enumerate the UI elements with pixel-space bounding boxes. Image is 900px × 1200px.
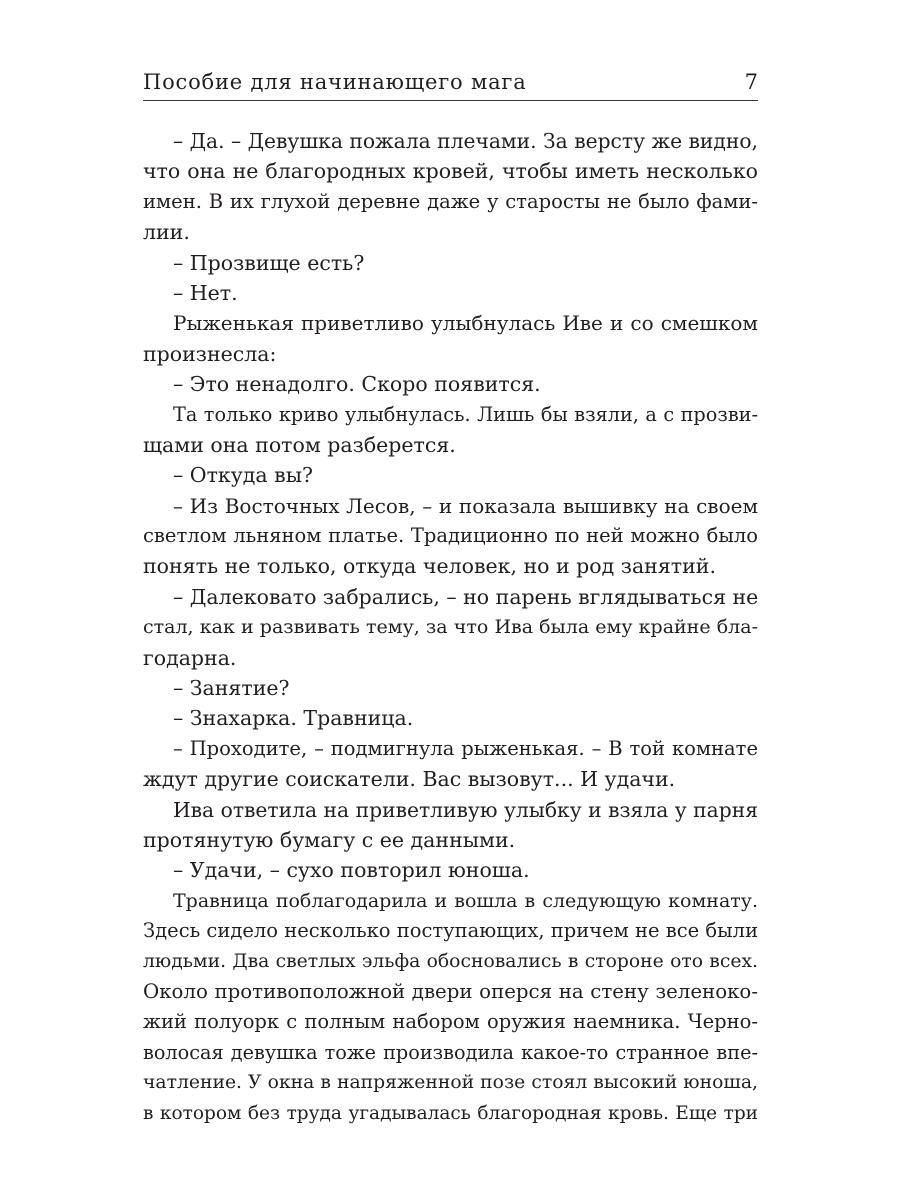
text-line: ждут другие соискатели. Вас вызовут... И удачи. (143, 767, 676, 792)
text-line: – Удачи, – сухо повторил юноша. (173, 858, 530, 883)
text-line: – Откуда вы? (173, 463, 313, 488)
text-line: – Да. – Девушка пожала плечами. За версту же видно, (173, 129, 758, 153)
text-line: имен. В их глухой деревне даже у старосты не было фами- (143, 189, 758, 213)
text-line: Травница поблагодарила и вошла в следующую комнату. (173, 889, 758, 912)
text-line: лии. (143, 220, 190, 245)
text-line: что она не благородных кровей, чтобы иметь несколько (143, 159, 758, 184)
text-line: – Занятие? (173, 676, 290, 701)
text-line: – Это ненадолго. Скоро появится. (173, 372, 541, 397)
text-line: – Нет. (173, 280, 238, 305)
text-line: – Знахарка. Травница. (173, 706, 414, 731)
page-number: 7 (744, 70, 758, 94)
text-line: жий полуорк с полным набором оружия наемника. Черно- (143, 1010, 758, 1034)
text-line: Рыженькая приветливо улыбнулась Иве и со смешком (173, 311, 758, 336)
text-line: Ива ответила на приветливую улыбку и взяла у парня (173, 797, 758, 822)
running-title: Пособие для начинающего мага (143, 70, 527, 94)
text-line: произнесла: (143, 341, 277, 366)
text-line: в котором без труда угадывалась благородная кровь. Еще три (143, 1102, 758, 1124)
text-line: понять не только, откуда человек, но и род занятий. (143, 554, 716, 579)
text-line: – Прозвище есть? (173, 250, 365, 275)
text-line: людьми. Два светлых эльфа обосновались в стороне ото всех. (143, 950, 758, 972)
text-line: чатление. У окна в напряженной позе стоял высокий юноша, (143, 1072, 758, 1094)
text-line: Около противоположной двери оперся на стену зеленоко- (143, 979, 758, 1003)
text-line: – Из Восточных Лесов, – и показала вышивку на своем (173, 493, 758, 518)
text-line: – Проходите, – подмигнула рыженькая. – В той комнате (173, 736, 758, 760)
text-line: годарна. (143, 645, 237, 670)
text-line: волосая девушка тоже производила какое-то странное впе- (143, 1040, 758, 1064)
body-text (143, 126, 758, 1129)
text-line: – Далековато забрались, – но парень вглядываться не (173, 584, 759, 609)
text-line: светлом льняном платье. Традиционно по ней можно было (143, 524, 758, 548)
book-page (143, 0, 758, 1200)
text-line: протянутую бумагу с ее данными. (143, 827, 516, 852)
text-line: щами она потом разберется. (143, 432, 456, 457)
text-line: стал, как и развивать тему, за что Ива была ему крайне бла- (143, 616, 758, 639)
text-line: Та только криво улыбнулась. Лишь бы взяли, а с прозви- (173, 402, 758, 426)
text-line: Здесь сидело несколько поступающих, причем не все были (143, 919, 759, 943)
running-header (143, 66, 758, 101)
